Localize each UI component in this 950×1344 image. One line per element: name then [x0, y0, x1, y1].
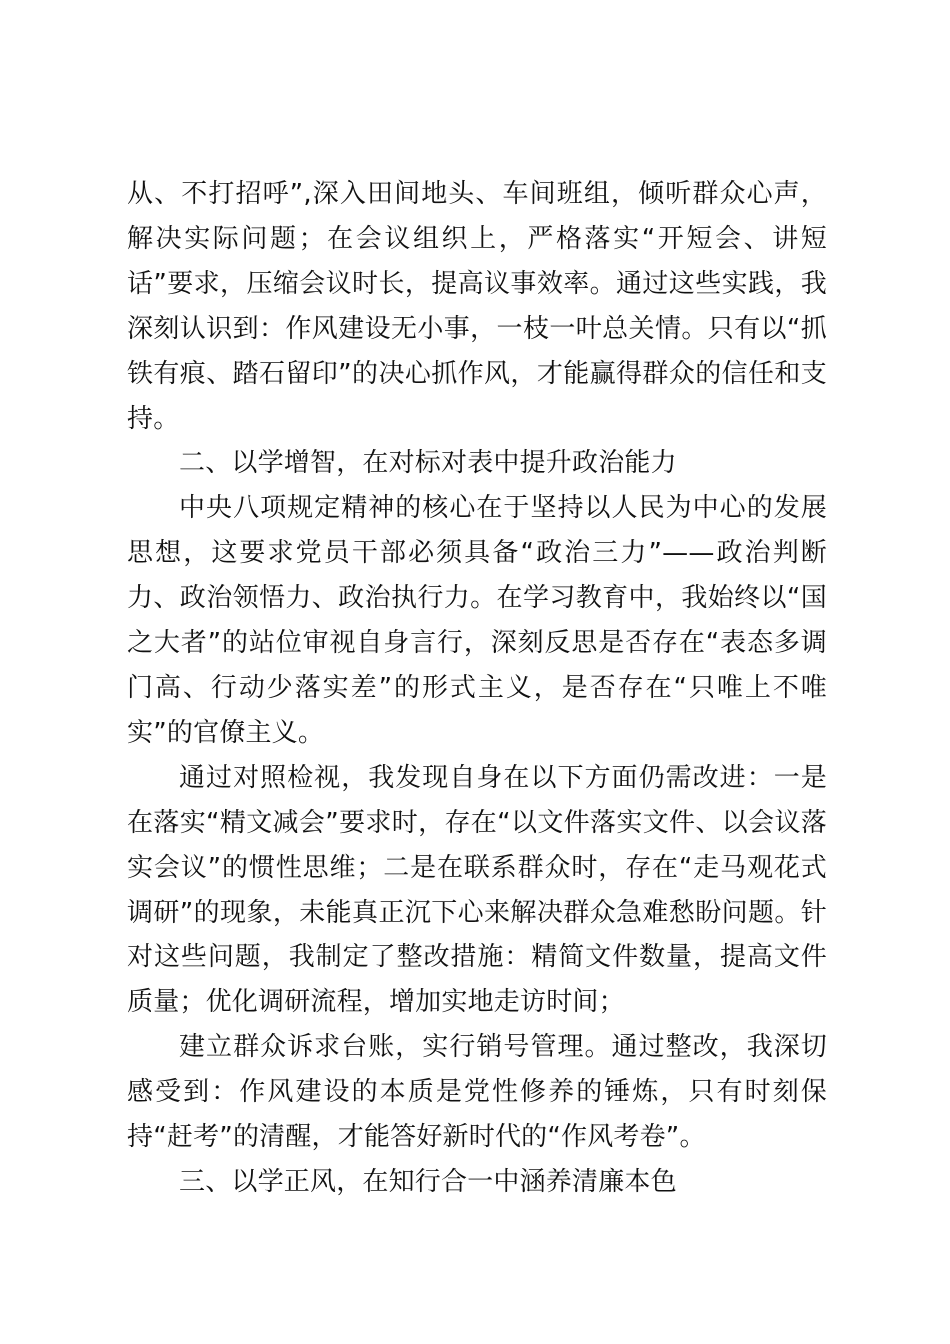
- document-body: [127, 172, 827, 1205]
- paragraph-self-check: 通过对照检视，我发现自身在以下方面仍需改进：一是在落实“精文减会”要求时，存在“以文件落实文件、以会议落实会议”的惯性思维；二是在联系群众时，存在“走马观花式调研”的现象，未能真正沉下心来解决群众急难愁盼问题。针对这些问题，我制定了整改措施：精简文件数量，提高文件质量；优化调研流程，增加实地走访时间；: [127, 762, 827, 1018]
- paragraph-continuation: 从、不打招呼”,深入田间地头、车间班组，倾听群众心声，解决实际问题；在会议组织上，严格落实“开短会、讲短话”要求，压缩会议时长，提高议事效率。通过这些实践，我深刻认识到：作风建设无小事，一枝一叶总关情。只有以“抓铁有痕、踏石留印”的决心抓作风，才能赢得群众的信任和支持。: [127, 179, 827, 434]
- paragraph-political-ability: 中央八项规定精神的核心在于坚持以人民为中心的发展思想，这要求党员干部必须具备“政治三力”——政治判断力、政治领悟力、政治执行力。在学习教育中，我始终以“国之大者”的站位审视自身言行，深刻反思是否存在“表态多调门高、行动少落实差”的形式主义，是否存在“只唯上不唯实”的官僚主义。: [127, 493, 827, 748]
- section-heading-2: 二、以学增智，在对标对表中提升政治能力: [179, 448, 677, 479]
- section-heading-3: 三、以学正风，在知行合一中涵养清廉本色: [179, 1166, 677, 1197]
- paragraph-rectification: 建立群众诉求台账，实行销号管理。通过整改，我深切感受到：作风建设的本质是党性修养的锤炼，只有时刻保持“赶考”的清醒，才能答好新时代的“作风考卷”。: [127, 1032, 827, 1153]
